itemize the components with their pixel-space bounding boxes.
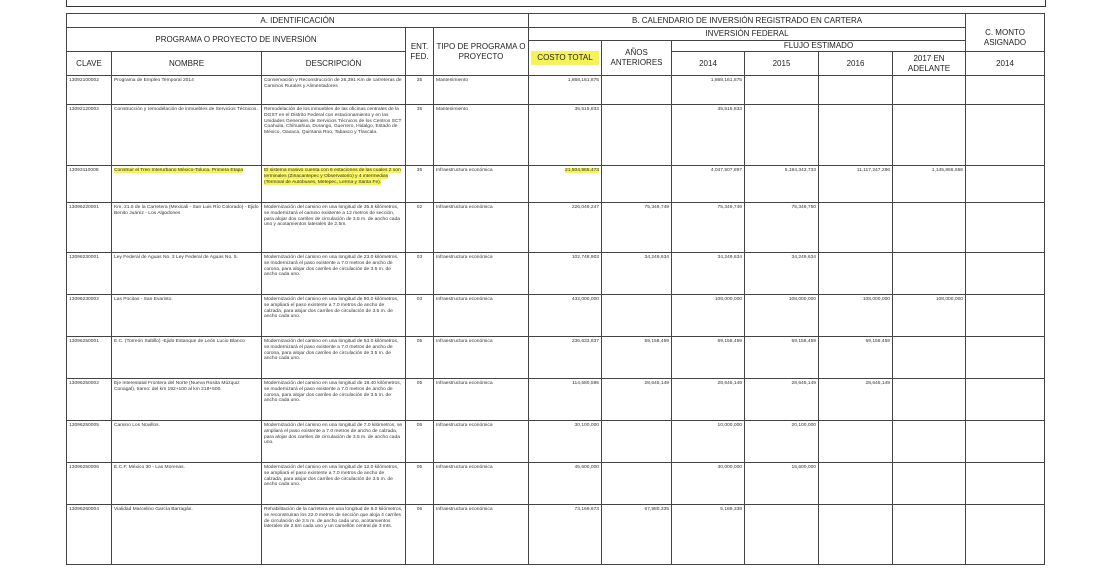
cell-y2017 <box>893 105 966 166</box>
cell-descripcion-text: Modernización del camino en una longitud de 7.0 kilómetros, se ampliará el paso existente a 7.0 metros de ancho de calzada, para alojar dos carriles de circulación de 3.5 m. de ancho cada uno. <box>264 423 403 446</box>
cell-y2015 <box>745 105 819 166</box>
cell-clave <box>67 76 112 105</box>
cell-y2017 <box>893 295 966 337</box>
cell-y2016 <box>819 253 893 295</box>
cell-y2014 <box>672 76 745 105</box>
table-body <box>67 76 1045 565</box>
section-c-header: C. MONTO ASIGNADO <box>966 14 1045 52</box>
cell-y2016 <box>819 166 893 203</box>
cell-clave-text: 13096220001 <box>69 205 99 210</box>
cell-y2014 <box>672 463 745 505</box>
cell-clave-text: 13096250005 <box>69 423 99 428</box>
cell-clave-text: 13096230001 <box>69 255 99 260</box>
cell-nombre <box>112 166 262 203</box>
cell-y2014 <box>672 337 745 379</box>
cell-y2014 <box>672 166 745 203</box>
cell-anteriores-text: 67,980,335 <box>644 507 670 512</box>
cell-costo-text: 45,600,000 <box>574 465 600 470</box>
cell-nombre-text: Construcción y remodelación de inmuebles de Servicios Técnicos. <box>114 107 258 112</box>
cell-y2015-text: 75,349,750 <box>791 205 817 210</box>
cell-nombre <box>112 421 262 463</box>
cell-nombre <box>112 203 262 253</box>
cell-ent-text: 02 <box>416 205 423 210</box>
cell-ent-text: 03 <box>416 255 423 260</box>
cell-nombre <box>112 295 262 337</box>
cell-costo <box>529 337 602 379</box>
cell-costo <box>529 295 602 337</box>
cell-y2016 <box>819 463 893 505</box>
cell-ent-text: 05 <box>416 381 423 386</box>
cell-clave-text: 13096250002 <box>69 381 99 386</box>
cell-y2015-text: 108,000,000 <box>788 297 817 302</box>
cell-y2014-text: 1,868,161,875 <box>710 78 743 83</box>
cell-costo-text: 102,748,903 <box>571 255 600 260</box>
cell-y2015 <box>745 421 819 463</box>
cell-anteriores <box>602 295 672 337</box>
cell-y2015 <box>745 203 819 253</box>
cell-anteriores <box>602 463 672 505</box>
cell-tipo <box>434 379 529 421</box>
cell-costo <box>529 76 602 105</box>
cell-y2014-text: 108,000,000 <box>714 297 743 302</box>
cell-costo <box>529 463 602 505</box>
cell-anteriores-text: 75,349,749 <box>644 205 670 210</box>
cell-costo <box>529 505 602 565</box>
cell-c2014 <box>966 76 1045 105</box>
cell-ent <box>406 203 434 253</box>
cell-y2017 <box>893 253 966 295</box>
cell-costo-text: 21,504,965,473 <box>565 168 600 173</box>
cell-y2015 <box>745 166 819 203</box>
cell-tipo <box>434 337 529 379</box>
cell-clave-text: 13092100002 <box>69 78 99 83</box>
cell-y2014-text: 59,158,459 <box>717 339 743 344</box>
cell-y2016-text: 108,000,000 <box>862 297 891 302</box>
cell-tipo-text: Mantenimiento <box>436 78 469 83</box>
cell-ent <box>406 105 434 166</box>
cell-clave <box>67 203 112 253</box>
cell-anteriores <box>602 379 672 421</box>
cell-tipo-text: Infraestructura económica <box>436 255 493 260</box>
cell-ent-text: 05 <box>416 423 423 428</box>
cell-y2017 <box>893 379 966 421</box>
table-row <box>67 253 1045 295</box>
table-row <box>67 505 1045 565</box>
monto-2014-header: 2014 <box>966 52 1045 76</box>
descripcion-header: DESCRIPCIÓN <box>262 52 406 76</box>
table-row <box>67 166 1045 203</box>
cell-c2014 <box>966 253 1045 295</box>
cell-clave-text: 13096250001 <box>69 339 99 344</box>
cell-y2016 <box>819 76 893 105</box>
section-a-header: A. IDENTIFICACIÓN <box>67 14 529 28</box>
cell-anteriores <box>602 166 672 203</box>
cell-nombre-text: E.C.F. México 30 - Las Morenas. <box>114 465 185 470</box>
cell-y2014-text: 35,515,833 <box>717 107 743 112</box>
cell-nombre <box>112 337 262 379</box>
section-b-header: B. CALENDARIO DE INVERSIÓN REGISTRADO EN CARTERA <box>529 14 966 28</box>
cell-ent-text: 03 <box>416 297 423 302</box>
cell-ent <box>406 337 434 379</box>
cell-descripcion <box>262 337 406 379</box>
year-2017-header: 2017 EN ADELANTE <box>893 52 966 76</box>
cell-nombre-text: Vialidad Marcelino García Barragán. <box>114 507 193 512</box>
flujo-estimado-header: FLUJO ESTIMADO <box>672 41 966 52</box>
cell-tipo <box>434 76 529 105</box>
year-2014-header: 2014 <box>672 52 745 76</box>
cell-clave <box>67 166 112 203</box>
nombre-header: NOMBRE <box>112 52 262 76</box>
cell-costo <box>529 166 602 203</box>
cell-y2015-text: 59,158,459 <box>791 339 817 344</box>
tipo-header: TIPO DE PROGRAMA O PROYECTO <box>434 28 529 76</box>
cell-clave <box>67 463 112 505</box>
cell-descripcion-text: El sistema masivo cuenta con 6 estaciones de las cuales 2 son terminales (Zinacantepec y Observatorio) y 4 intermedias (Terminal de Autobuses, Metepec, Lerma y Santa Fe). <box>264 168 401 185</box>
year-2016-header: 2016 <box>819 52 893 76</box>
cell-y2015-text: 15,600,000 <box>791 465 817 470</box>
cell-tipo-text: Infraestructura económica <box>436 297 493 302</box>
cell-c2014 <box>966 463 1045 505</box>
cell-c2014 <box>966 379 1045 421</box>
cell-costo <box>529 421 602 463</box>
cell-clave-text: 13092120002 <box>69 107 99 112</box>
cell-ent <box>406 253 434 295</box>
cell-nombre-text: E.C. (Torreón Saltillo) -Ejido Estanque de León Lucio Blanco <box>114 339 245 344</box>
cell-y2016 <box>819 505 893 565</box>
cell-ent-text: 35 <box>416 78 423 83</box>
cell-ent <box>406 295 434 337</box>
inversion-federal-header: INVERSIÓN FEDERAL <box>529 28 966 41</box>
cell-y2017 <box>893 337 966 379</box>
cell-costo-text: 73,169,673 <box>574 507 600 512</box>
cell-y2017 <box>893 76 966 105</box>
cell-tipo-text: Infraestructura económica <box>436 339 493 344</box>
cell-y2016-text: 59,158,459 <box>865 339 891 344</box>
cell-descripcion <box>262 505 406 565</box>
cell-c2014 <box>966 505 1045 565</box>
cell-ent <box>406 463 434 505</box>
cell-y2016 <box>819 295 893 337</box>
anos-anteriores-header: AÑOS ANTERIORES <box>602 41 672 76</box>
table-row <box>67 203 1045 253</box>
cell-anteriores <box>602 105 672 166</box>
cell-y2017 <box>893 203 966 253</box>
cell-tipo-text: Infraestructura económica <box>436 381 493 386</box>
cell-y2014-text: 28,645,149 <box>717 381 743 386</box>
cell-anteriores <box>602 203 672 253</box>
cell-c2014 <box>966 203 1045 253</box>
costo-total-highlight: COSTO TOTAL <box>531 51 598 65</box>
cell-clave <box>67 105 112 166</box>
cell-descripcion-text: Remodelación de los inmuebles de las oficinas centrales de la DGST en el Distrito Federal con estacionamiento y en las Unidades Generales de Servicios Técnicos de los Centros SCT Coahuila, Chihuahua, Durango, Guerrero, Hidalgo, Estado de México, Oaxaca, Quintana Roo, Tabasco y Tlaxcala. <box>264 107 402 136</box>
cell-tipo <box>434 463 529 505</box>
cell-y2015-text: 5,194,343,733 <box>784 168 817 173</box>
cell-clave <box>67 379 112 421</box>
cell-costo-text: 35,515,833 <box>574 107 600 112</box>
cell-nombre-text: Las Pocitas - San Evaristo. <box>114 297 173 302</box>
cell-tipo <box>434 505 529 565</box>
cell-tipo <box>434 105 529 166</box>
cell-tipo <box>434 166 529 203</box>
cell-y2017 <box>893 463 966 505</box>
cell-y2015 <box>745 295 819 337</box>
investment-table <box>66 13 1045 565</box>
cell-nombre <box>112 253 262 295</box>
cell-y2015 <box>745 505 819 565</box>
cell-descripcion-text: Modernización del camino en una longitud de 90.0 kilómetros, se ampliará el paso existente a 7.0 metros de ancho de calzada, para alojar dos carriles de circulación de 3.5 m. de ancho cada uno. <box>264 297 399 320</box>
cell-anteriores <box>602 337 672 379</box>
cell-y2014-text: 5,189,339 <box>720 507 743 512</box>
cell-nombre <box>112 505 262 565</box>
cell-descripcion <box>262 295 406 337</box>
cell-c2014 <box>966 337 1045 379</box>
cell-y2016-text: 11,117,247,286 <box>856 168 891 173</box>
cell-tipo <box>434 421 529 463</box>
year-2015-header: 2015 <box>745 52 819 76</box>
costo-total-header <box>529 41 602 76</box>
cell-descripcion <box>262 421 406 463</box>
cell-clave-text: 13096260004 <box>69 507 99 512</box>
cell-y2017 <box>893 421 966 463</box>
cell-descripcion-text: Modernización del camino en una longitud de 12.0 kilómetros, se ampliará el paso existente a 7.0 metros de ancho de calzada, para alojar dos carriles de circulación de 3.5 m. de ancho cada uno. <box>264 465 399 488</box>
cell-clave <box>67 337 112 379</box>
cell-y2014 <box>672 421 745 463</box>
cell-y2014-text: 10,000,000 <box>717 423 743 428</box>
cell-nombre <box>112 76 262 105</box>
cell-clave <box>67 421 112 463</box>
table-row <box>67 105 1045 166</box>
cell-nombre-text: Construir el Tren Interurbano México-Toluca. Primera Etapa <box>114 168 244 173</box>
cell-y2015-text: 34,249,634 <box>791 255 817 260</box>
cell-y2017-text: 1,145,866,556 <box>931 168 964 173</box>
cell-y2014-text: 30,000,000 <box>717 465 743 470</box>
cell-descripcion <box>262 463 406 505</box>
cell-clave <box>67 295 112 337</box>
cell-y2015 <box>745 463 819 505</box>
cell-c2014 <box>966 421 1045 463</box>
cell-nombre-text: Camino Los Novillos. <box>114 423 160 428</box>
cell-costo-text: 1,868,161,875 <box>567 78 600 83</box>
cell-descripcion-text: Modernización del camino en una longitud de 23.0 kilómetros, se modernizará el paso existente a 7.0 metros de ancho de corona, para alojar dos carriles de circulación de 3.5 m. de ancho cada uno. <box>264 255 399 278</box>
cell-ent <box>406 166 434 203</box>
cell-clave <box>67 505 112 565</box>
cell-nombre-text: Programa de Empleo Temporal 2014 <box>114 78 194 83</box>
cell-tipo <box>434 253 529 295</box>
ent-fed-header: ENT. FED. <box>406 28 434 76</box>
cell-y2016 <box>819 105 893 166</box>
cell-ent <box>406 505 434 565</box>
cell-c2014 <box>966 166 1045 203</box>
cell-descripcion <box>262 253 406 295</box>
table-row <box>67 463 1045 505</box>
cell-c2014 <box>966 105 1045 166</box>
cell-nombre-text: Km. 21.5 de la Carretera (Mexicali - San Luis Río Colorado) - Ejido Benito Juárez - Los Algodones <box>114 205 259 216</box>
cell-ent-text: 35 <box>416 168 423 173</box>
cell-tipo-text: Infraestructura económica <box>436 507 493 512</box>
top-frame <box>66 0 1046 7</box>
cell-anteriores-text: 34,249,634 <box>644 255 670 260</box>
cell-y2015 <box>745 76 819 105</box>
cell-y2014 <box>672 505 745 565</box>
cell-y2015 <box>745 337 819 379</box>
cell-descripcion-text: Modernización del camino en una longitud de 18.40 kilómetros, se modernizará el paso existente a 7.0 metros de ancho de corona, para alojar dos carriles de circulación de 3.5 m. de ancho cada uno. <box>264 381 402 404</box>
cell-y2017 <box>893 505 966 565</box>
cell-tipo-text: Infraestructura económica <box>436 423 493 428</box>
programa-header: PROGRAMA O PROYECTO DE INVERSIÓN <box>67 28 406 52</box>
cell-anteriores-text: 28,645,149 <box>644 381 670 386</box>
cell-descripcion <box>262 203 406 253</box>
cell-y2014 <box>672 203 745 253</box>
cell-anteriores-text: 59,158,459 <box>644 339 670 344</box>
cell-costo-text: 114,580,595 <box>572 381 600 386</box>
cell-ent-text: 06 <box>416 507 423 512</box>
cell-anteriores <box>602 253 672 295</box>
cell-y2014-text: 4,047,507,897 <box>710 168 743 173</box>
cell-costo-text: 236,633,837 <box>571 339 600 344</box>
cell-y2017-text: 108,000,000 <box>935 297 964 302</box>
cell-y2014-text: 75,349,749 <box>717 205 743 210</box>
cell-nombre <box>112 379 262 421</box>
cell-descripcion-text: Conservación y Reconstrucción de 26,391 Km de carreteras de Caminos Rurales y Alimentadores <box>264 78 402 89</box>
table-row <box>67 337 1045 379</box>
cell-y2017 <box>893 166 966 203</box>
cell-costo-text: 432,000,000 <box>571 297 600 302</box>
cell-tipo-text: Infraestructura económica <box>436 205 493 210</box>
cell-anteriores <box>602 76 672 105</box>
cell-ent <box>406 76 434 105</box>
cell-costo <box>529 253 602 295</box>
cell-y2015 <box>745 253 819 295</box>
cell-anteriores <box>602 421 672 463</box>
cell-y2014 <box>672 379 745 421</box>
cell-y2015-text: 20,100,000 <box>791 423 817 428</box>
cell-tipo-text: Mantenimiento <box>436 107 469 112</box>
cell-ent <box>406 421 434 463</box>
cell-costo <box>529 379 602 421</box>
cell-costo-text: 226,049,247 <box>571 205 600 210</box>
cell-anteriores <box>602 505 672 565</box>
cell-tipo <box>434 295 529 337</box>
cell-clave-text: 13096230002 <box>69 297 99 302</box>
cell-y2014 <box>672 253 745 295</box>
cell-ent <box>406 379 434 421</box>
table-row <box>67 379 1045 421</box>
cell-y2016-text: 28,645,149 <box>865 381 891 386</box>
cell-descripcion-text: Rehabilitación de la carretera en una longitud de 8.0 kilómetros, se reconstruiran los 22.0 metros de sección que aloja 4 carriles de circulación de 3.5 m. de ancho cada uno, acotamientos laterales de 2.5m cada uno y un camellón central de 3 mts. <box>264 507 403 530</box>
cell-descripcion-text: Modernización del camino en una longitud de 35.5 kilómetros, se modernizará el camino existente a 12 metros de sección, para alojar dos carriles de circulación de 3.5 m. de ancho cada uno y acotamientos laterales de 2.5m. <box>264 205 400 228</box>
cell-y2014 <box>672 295 745 337</box>
cell-nombre-text: Eje Interestatal Frontera del Norte (Nueva Rosita Múzquiz Conagal), tramo: del km 192+100 al km 218+500. <box>114 381 240 392</box>
cell-y2015 <box>745 379 819 421</box>
cell-ent-text: 35 <box>416 107 423 112</box>
cell-y2016 <box>819 337 893 379</box>
cell-ent-text: 05 <box>416 465 423 470</box>
cell-y2016 <box>819 203 893 253</box>
cell-y2015-text: 28,645,149 <box>791 381 817 386</box>
cell-costo <box>529 203 602 253</box>
cell-y2016 <box>819 421 893 463</box>
cell-tipo <box>434 203 529 253</box>
cell-tipo-text: Infraestructura económica <box>436 465 493 470</box>
cell-nombre <box>112 463 262 505</box>
cell-clave-text: 13093110008 <box>69 168 99 173</box>
cell-tipo-text: Infraestructura económica <box>436 168 493 173</box>
cell-c2014 <box>966 295 1045 337</box>
table-row <box>67 76 1045 105</box>
cell-descripcion <box>262 76 406 105</box>
cell-descripcion-text: Modernización del camino en una longitud de 53.0 kilómetros, se modernizará el paso existente a 7.0 metros de ancho de corona, para alojar dos carriles de circulación de 3.5 m. de ancho cada uno. <box>264 339 399 362</box>
clave-header: CLAVE <box>67 52 112 76</box>
cell-descripcion <box>262 105 406 166</box>
cell-costo <box>529 105 602 166</box>
cell-costo-text: 30,100,000 <box>574 423 600 428</box>
cell-clave <box>67 253 112 295</box>
cell-ent-text: 05 <box>416 339 423 344</box>
table-row <box>67 295 1045 337</box>
table-row <box>67 421 1045 463</box>
cell-y2016 <box>819 379 893 421</box>
cell-y2014-text: 34,249,634 <box>717 255 743 260</box>
cell-descripcion <box>262 166 406 203</box>
cell-y2014 <box>672 105 745 166</box>
cell-nombre-text: Ley Federal de Aguas No. 3 Ley Federal de Aguas No. 5. <box>114 255 238 260</box>
cell-descripcion <box>262 379 406 421</box>
cell-nombre <box>112 105 262 166</box>
cell-clave-text: 13096250006 <box>69 465 99 470</box>
